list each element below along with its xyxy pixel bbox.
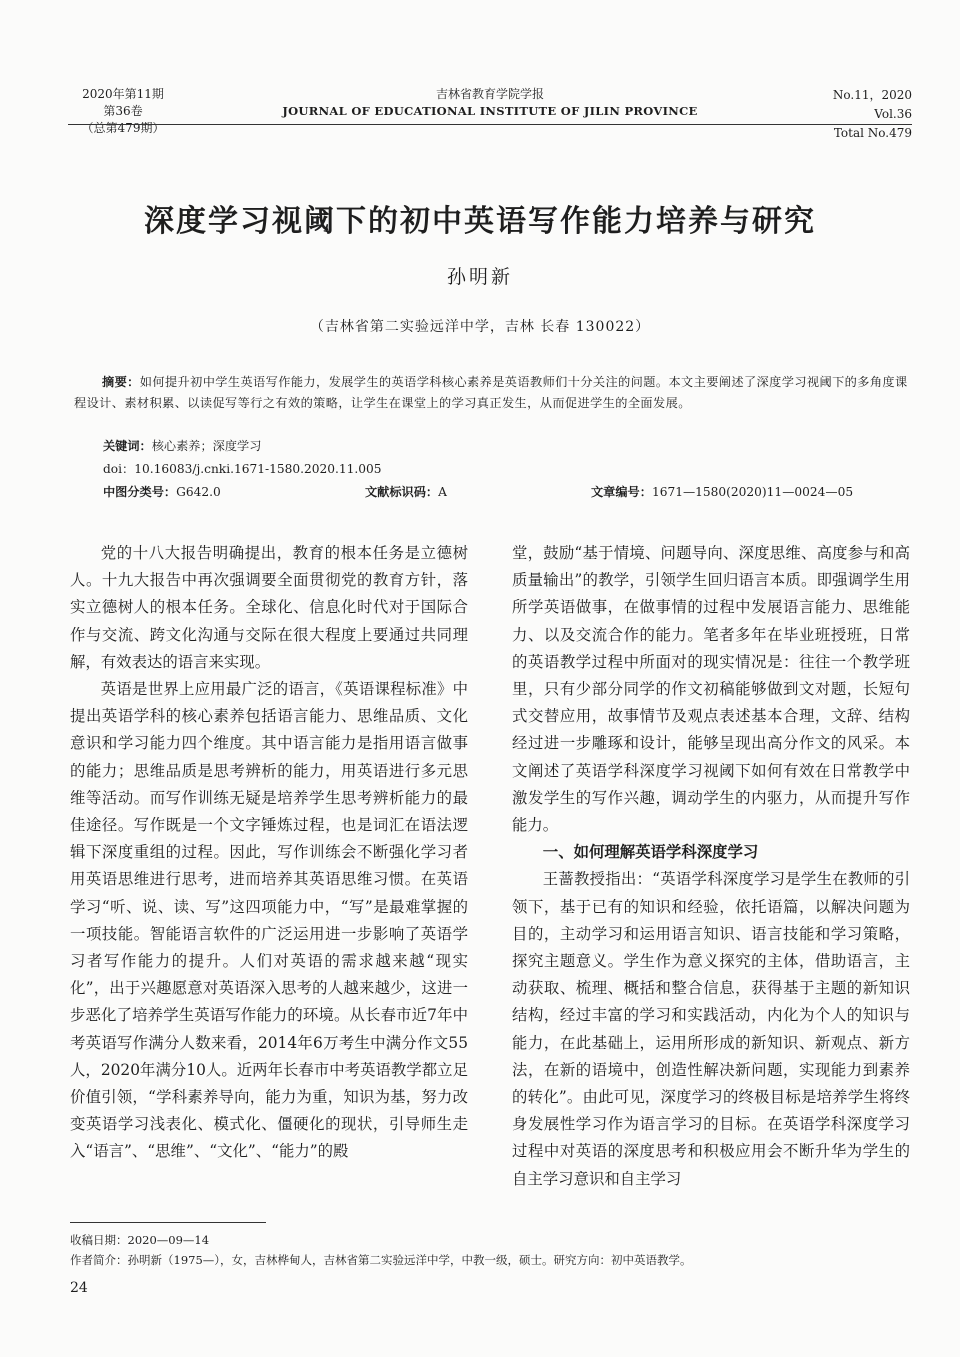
- received-date: 收稿日期：2020—09—14: [70, 1233, 210, 1247]
- article-number-label: 文章编号：: [591, 485, 652, 499]
- keywords-text: 核心素养；深度学习: [151, 439, 262, 453]
- abstract-text: 如何提升初中学生英语写作能力，发展学生的英语学科核心素养是英语教师们十分关注的问题。本文主要阐述了深度学习视阈下的多角度课程设计、素材积累、以读促写等行之有效的策略，让学生在课堂上的学习真正发生，从而促进学生的全面发展。: [74, 375, 908, 410]
- journal-name-en: JOURNAL OF EDUCATIONAL INSTITUTE OF JILIN PROVINCE: [282, 104, 698, 118]
- page-number: 24: [70, 1280, 88, 1296]
- doc-code: [365, 483, 447, 500]
- abstract-label: 摘要：: [102, 375, 140, 389]
- issue-year: 2020年第11期: [82, 87, 164, 101]
- paragraph: 堂，鼓励“基于情境、问题导向、深度思维、高度参与和高质量输出”的教学，引领学生回归语言本质。即强调学生用所学英语做事，在做事情的过程中发展语言能力、思维能力、以及交流合作的能力。笔者多年在毕业班授班，日常的英语教学过程中所面对的现实情况是：往往一个教学班里，只有少部分同学的作文初稿能够做到文对题，长短句式交替应用，故事情节及观点表述基本合理，文辞、结构经过进一步雕琢和设计，能够呈现出高分作文的风采。本文阐述了英语学科深度学习视阈下如何有效在日常教学中激发学生的写作兴趣，调动学生的内驱力，从而提升写作能力。: [512, 544, 910, 835]
- issue-no: No.11，2020: [832, 88, 912, 102]
- abstract: [74, 372, 910, 414]
- keywords-label: 关键词：: [103, 439, 152, 453]
- doi: doi：10.16083/j.cnki.1671-1580.2020.11.005: [103, 462, 382, 476]
- article-affiliation: （吉林省第二实验远洋中学，吉林 长春 130022）: [309, 319, 651, 335]
- section-heading: 一、如何理解英语学科深度学习: [542, 843, 759, 862]
- article-author: 孙明新: [446, 266, 513, 288]
- paragraph: 英语是世界上应用最广泛的语言，《英语课程标准》中提出英语学科的核心素养包括语言能力、思维品质、文化意识和学习能力四个维度。其中语言能力是指用语言做事的能力；思维品质是思考辨析的能力，用英语进行多元思维等活动。而写作训练无疑是培养学生思考辨析能力的最佳途径。写作既是一个文字锤炼过程，也是词汇在语法逻辑下深度重组的过程。因此，写作训练会不断强化学习者用英语思维进行思考，进而培养其英语思维习惯。在英语学习“听、说、读、写”这四项能力中，“写”是最难掌握的一项技能。智能语言软件的广泛运用进一步影响了英语学习者写作能力的提升。人们对英语的需求越来越“现实化”，出于兴趣愿意对英语深入思考的人越来越少，这进一步恶化了培养学生英语写作能力的环境。从长春市近7年中考英语写作满分人数来看，2014年6万考生中满分作文55人，2020年满分10人。近两年长春市中考英语教学都立足价值引领，“学科素养导向，能力为重，知识为基，努力改变英语学习浅表化、模式化、僵硬化的现状，引导师生走入“语言”、“思维”、“文化”、“能力”的殿: [70, 680, 468, 1161]
- issue-total-no: Total No.479: [833, 126, 912, 140]
- article-title: 深度学习视阈下的初中英语写作能力培养与研究: [144, 204, 816, 239]
- issue-volume: 第36卷: [103, 104, 143, 118]
- paragraph: 党的十八大报告明确提出，教育的根本任务是立德树人。十九大报告中再次强调要全面贯彻党的教育方针，落实立德树人的根本任务。全球化、信息化时代对于国际合作与交流、跨文化沟通与交际在很大程度上要通过共同理解，有效表达的语言来实现。: [70, 544, 468, 671]
- issue-total: （总第479期）: [81, 121, 165, 135]
- doc-code-label: 文献标识码：: [365, 485, 439, 499]
- article-number: [591, 483, 853, 500]
- footnote-divider: [70, 1222, 266, 1223]
- issue-info: [68, 86, 178, 137]
- doc-code-value: A: [438, 485, 447, 499]
- article-number-value: 1671—1580(2020)11—0024—05: [651, 485, 854, 499]
- classification-line: [103, 483, 903, 500]
- issue-vol: Vol.36: [874, 107, 912, 121]
- journal-name: [260, 86, 720, 120]
- body-column-right: [512, 540, 910, 1193]
- header-divider: [68, 124, 912, 125]
- paragraph: 王蔷教授指出：“英语学科深度学习是学生在教师的引领下，基于已有的知识和经验，依托语篇，以解决问题为目的，主动学习和运用语言知识、语言技能和学习策略，探究主题意义。学生作为意义探究的主体，借助语言，主动获取、梳理、概括和整合信息，获得基于主题的新知识结构，经过丰富的学习和实践活动，内化为个人的知识与能力，在此基础上，运用所形成的新知识、新观点、新方法，在新的语境中，创造性解决新问题，实现能力到素养的转化”。由此可见，深度学习的终极目标是培养学生将终身发展性学习作为语言学习的目标。在英语学科深度学习过程中对英语的深度思考和积极应用会不断升华为学生的自主学习意识和自主学习: [512, 870, 910, 1188]
- author-bio: 作者简介：孙明新（1975—），女，吉林桦甸人，吉林省第二实验远洋中学，中教一级，硕士。研究方向：初中英语教学。: [70, 1253, 692, 1267]
- body-column-left: [70, 540, 468, 1166]
- keywords: [103, 437, 903, 454]
- journal-name-cn: 吉林省教育学院学报: [435, 87, 544, 101]
- clc-label: 中图分类号：: [103, 485, 177, 499]
- issue-info-en: [782, 86, 912, 143]
- clc-value: G642.0: [176, 485, 221, 499]
